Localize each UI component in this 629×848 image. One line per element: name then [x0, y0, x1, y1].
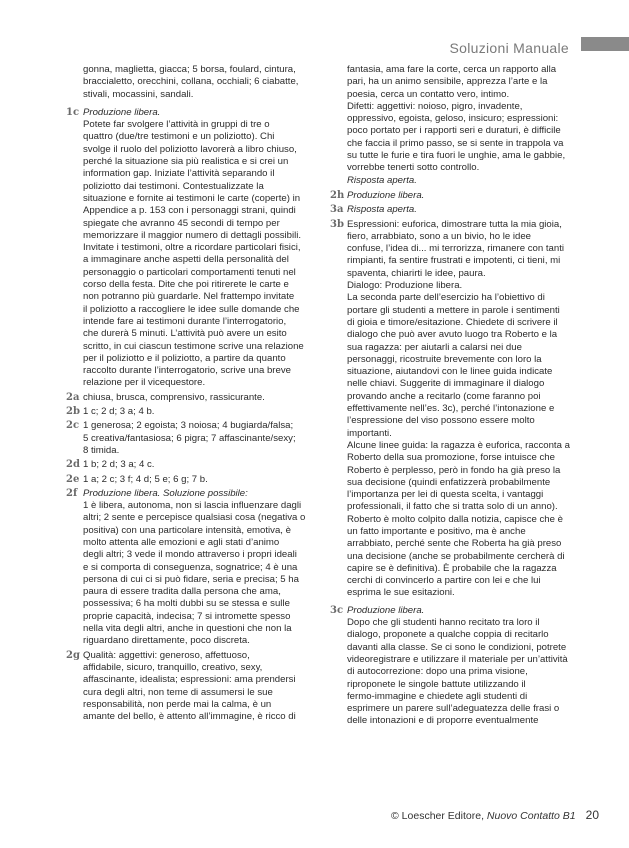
exercise-title: Produzione libera. Soluzione possibile:	[83, 487, 248, 499]
text-line: information gap. Iniziate l’attività separando il	[83, 168, 275, 180]
text-line: Espressioni: euforica, dimostrare tutta la mia gioia,	[347, 218, 562, 230]
text-line: rimpianti, fa sentire frustrati e impotenti, ci tieni, mi	[347, 255, 561, 267]
text-line: oppressivo, egoista, geloso, insicuro; espressioni:	[347, 113, 559, 125]
text-line: fiero, arrabbiato, sono a un bivio, ho le idee	[347, 230, 532, 242]
text-line: un fatto importante e positivo, ma è anche	[347, 525, 526, 537]
text-line: cura degli altri, non teme di assumersi le sue	[83, 686, 273, 698]
text-line: intende fare ai testimoni durante l’interrogatorio,	[83, 315, 287, 327]
exercise-number: 2f	[66, 487, 78, 499]
text-line: pari, ha un animo sensibile, apprezza l’arte e la	[347, 76, 548, 88]
text-line: 1 è libera, autonoma, non si lascia influenzare dagli	[83, 500, 302, 512]
text-line: Dopo che gli studenti hanno recitato tra loro il	[347, 617, 540, 629]
text-line: per il poliziotto e il poliziotto, a partire da quanto	[83, 352, 286, 364]
text-line: fantasia, ama fare la corte, cerca un rapporto alla	[347, 64, 557, 75]
exercise-number: 2b	[66, 406, 80, 418]
text-line: proprie capacità, indecisa; 7 si intromette spesso	[83, 610, 291, 622]
text-line: chiusa, brusca, comprensivo, rassicurante.	[83, 391, 265, 403]
text-line: su tutte le furie e tira fuori le unghie, ama le gabbie,	[347, 150, 566, 162]
text-line: Risposta aperta.	[347, 204, 417, 216]
text-line: poco portato per i rapporti seri e duraturi, è difficile	[347, 125, 561, 137]
text-line: corso della festa. Dite che poi ritirerete le carte e	[83, 279, 289, 291]
exercise-2c	[66, 420, 313, 457]
text-line: memorizzare il maggior numero di dettagli possibili.	[83, 229, 302, 241]
text-line: Potete far svolgere l’attività in gruppi di tre o	[83, 119, 270, 131]
text-line: situazione, aiutandovi con le linee guida indicate	[347, 366, 553, 378]
text-line: l’espressione del viso possono essere molto	[347, 415, 535, 427]
text-line: esprimere un parere sull’adeguatezza delle frasi o	[347, 703, 560, 715]
text-line: di gioia e timore/esitazione. Chiedete di scrivere il	[347, 316, 558, 328]
text-line: 1 generosa; 2 egoista; 3 noiosa; 4 bugiarda/falsa;	[83, 420, 294, 432]
text-line: 1 b; 2 d; 3 a; 4 c.	[83, 459, 155, 471]
text-line: degli altri; 3 vede il mondo attraverso i propri ideali	[83, 549, 297, 561]
exercise-number: 2h	[330, 189, 345, 201]
exercise-3b	[330, 219, 584, 600]
text-line: Roberto è molto colpito dalla notizia, capisce che è	[347, 513, 563, 525]
text-line: stivali, mocassini, sandali.	[83, 88, 194, 100]
text-line: 8 timida.	[83, 444, 120, 456]
text-line: che faccia il primo passo, se si sente in trappola va	[347, 137, 564, 149]
text-line: 1 c; 2 d; 3 a; 4 b.	[83, 406, 155, 418]
text-line: Alcune linee guida: la ragazza è euforica, racconta a	[347, 439, 570, 451]
text-line: Dialogo: Produzione libera.	[347, 280, 463, 292]
text-line: affascinante, idealista; espressioni: ama prendersi	[83, 674, 296, 686]
footer-book-title: Nuovo Contatto B1	[486, 810, 576, 822]
exercise-number: 2e	[66, 473, 80, 485]
text-line: amante del bello, è attento all’immagine, è ricco di	[83, 711, 296, 723]
text-line: professionali, il fatto che si tratta solo di un anno).	[347, 501, 558, 513]
text-line: riguardano direttamente, poco discreta.	[83, 635, 250, 647]
text-line: di autocorrezione: dopo una prima visione,	[347, 666, 528, 678]
text-line: paura di essere tradita dalla persona che ama,	[83, 586, 281, 598]
exercise-number: 2d	[66, 459, 80, 471]
text-line: confuse, l’idea di... mi terrorizza, rimanere con tanti	[347, 243, 565, 255]
text-line: a immaginare anche aspetti della personalità del	[83, 254, 289, 266]
text-line: Roberto della sua promozione, forse intuisce che	[347, 452, 555, 464]
exercise-3a	[330, 204, 584, 216]
text-line: davanti alla classe. Se ci sono le condizioni, potrete	[347, 641, 567, 653]
running-header: Soluzioni Manuale	[449, 40, 569, 56]
text-line: altri; 2 sente e percepisce qualsiasi cosa (negativa o	[83, 512, 306, 524]
text-line: poesia, cerca un contatto vero, intimo.	[347, 88, 510, 100]
page-footer	[391, 808, 599, 822]
text-line: Appendice a p. 153 con i personaggi strani, quindi	[83, 205, 296, 217]
text-line: relazione per il vicequestore.	[83, 377, 206, 389]
text-line: gonna, maglietta, giacca; 5 borsa, foulard, cintura,	[83, 64, 296, 75]
text-line: portare gli studenti a mettere in parole i sentimenti	[347, 304, 560, 316]
text-line: importanti.	[347, 427, 392, 439]
text-line: affidabile, sicuro, tranquillo, creativo, sexy,	[83, 661, 263, 673]
text-line: delle intonazioni e di proporre eventualmente	[347, 715, 539, 727]
text-line: Risposta aperta.	[347, 174, 417, 186]
text-line: arrabbiato, perché sente che Roberta ha già preso	[347, 538, 562, 550]
text-line: 1 a; 2 c; 3 f; 4 d; 5 e; 6 g; 7 b.	[83, 473, 208, 485]
text-line: una decisione (anche se probabilmente cercherà di	[347, 550, 565, 562]
text-line: non potranno più guardarle. Nel frattempo invitate	[83, 291, 295, 303]
exercise-number: 2g	[66, 649, 80, 661]
text-line: sua decisione (quindi enfatizzerà probabilmente	[347, 476, 551, 488]
exercise-title: Produzione libera.	[347, 604, 425, 616]
text-line: effettivamente nell’es. 3c), perché l’intonazione e	[347, 403, 555, 415]
exercise-title: Produzione libera.	[83, 106, 161, 118]
text-line: spiegate che avranno 45 secondi di tempo per	[83, 217, 280, 229]
exercise-number: 2c	[66, 420, 80, 432]
text-line: 5 creativa/fantasiosa; 6 pigra; 7 affascinante/sexy;	[83, 432, 296, 444]
text-line: Qualità: aggettivi: generoso, affettuoso,	[83, 649, 250, 661]
text-line: molto attenta alle emozioni e agli stati d’animo	[83, 536, 280, 548]
text-line: e si comporta di conseguenza, sognatrice; 4 è una	[83, 561, 298, 573]
text-line: possessiva; 6 ha molti dubbi su se stessa e sulle	[83, 598, 290, 610]
footer-credit: © Loescher Editore,	[391, 810, 487, 822]
text-line: cerchi di convincerlo a partire con lei e che lui	[347, 575, 541, 587]
continued-text	[330, 64, 584, 187]
exercise-2b	[66, 406, 313, 418]
page-number: 20	[585, 808, 599, 822]
text-line: dialogo che può aver avuto luogo tra Roberto e la	[347, 329, 558, 341]
exercise-2g	[66, 650, 313, 724]
exercise-2f	[66, 488, 313, 648]
text-line: Invitate i testimoni, oltre a ricordare particolari fisici,	[83, 242, 301, 254]
text-line: responsabilità, non perde mai la calma, è un	[83, 698, 272, 710]
text-line: riproponete le singole battute utilizzando il	[347, 678, 526, 690]
exercise-2e	[66, 474, 313, 486]
text-line: fermo-immagine e chiedete agli studenti di	[347, 690, 528, 702]
text-line: raccolto durante l’interrogatorio, scrive una breve	[83, 365, 291, 377]
exercise-number: 1c	[66, 106, 80, 118]
text-line: spaventa, chiarirti le idee, paura.	[347, 267, 486, 279]
text-line: nella vita degli altri, anche in questioni che non la	[83, 623, 292, 635]
text-line: La seconda parte dell’esercizio ha l’obiettivo di	[347, 292, 545, 304]
text-line: quattro (due/tre testimoni e un poliziotto). Chi	[83, 131, 275, 143]
exercise-2h	[330, 190, 584, 202]
exercise-number: 3b	[330, 218, 344, 230]
exercise-2d	[66, 459, 313, 471]
continued-text	[66, 64, 313, 101]
exercise-1c	[66, 107, 313, 390]
text-line: Roberto è perplesso, però in fondo ha già preso la	[347, 464, 561, 476]
text-line: persona di cui ci si può fidare, seria e precisa; 5 ha	[83, 573, 299, 585]
text-line: scritto, in cui ciascun testimone scrive una relazione	[83, 340, 304, 352]
text-line: l’importanza per lei di questa scelta, i vantaggi	[347, 489, 544, 501]
text-line: che durerà 5 minuti. L’attività può avere un esito	[83, 328, 287, 340]
exercise-number: 3a	[330, 204, 344, 216]
text-line: braccialetto, orecchini, collana, occhiali; 6 ciabatte,	[83, 76, 299, 88]
text-line: vorrebbe tenerti sotto controllo.	[347, 162, 480, 174]
text-line: poliziotto dai testimoni. Contestualizzate la	[83, 180, 264, 192]
text-line: personaggi, ricostruite brevemente con loro la	[347, 353, 542, 365]
text-line: videoregistrare e utilizzare il materiale per un’attività	[347, 653, 568, 665]
left-column	[66, 64, 313, 725]
text-line: provando anche a recitarlo (come faranno poi	[347, 390, 541, 402]
text-line: personaggio o particolari comportamenti tenuti nel	[83, 266, 296, 278]
exercise-2a	[66, 392, 313, 404]
text-line: svolge il ruolo del poliziotto lavorerà a libro chiuso,	[83, 143, 297, 155]
header-tab-bar	[581, 37, 629, 51]
text-line: il poliziotto a raccogliere le idee sulle domande che	[83, 303, 300, 315]
text-line: situazione e fornite ai testimoni le carte (coperte) in	[83, 192, 301, 204]
text-line: esprima le sue esitazioni.	[347, 587, 455, 599]
text-line: Difetti: aggettivi: noioso, pigro, invadente,	[347, 100, 523, 112]
right-column	[330, 64, 584, 730]
exercise-number: 2a	[66, 391, 80, 403]
text-line: nelle chiavi. Suggerite di immaginare il dialogo	[347, 378, 545, 390]
text-line: perché la situazione sia più realistica e si crei un	[83, 156, 289, 168]
text-line: capire se è definitiva). È probabile che la ragazza	[347, 562, 557, 574]
text-line: dialogo, proponete a qualche coppia di recitarlo	[347, 629, 549, 641]
text-line: positiva) con una particolare intensità, emotiva, è	[83, 524, 291, 536]
text-line: sua ragazza: per aiutarli a calarsi nei due	[347, 341, 522, 353]
exercise-number: 3c	[330, 604, 344, 616]
text-line: Produzione libera.	[347, 189, 425, 201]
exercise-3c	[330, 605, 584, 728]
